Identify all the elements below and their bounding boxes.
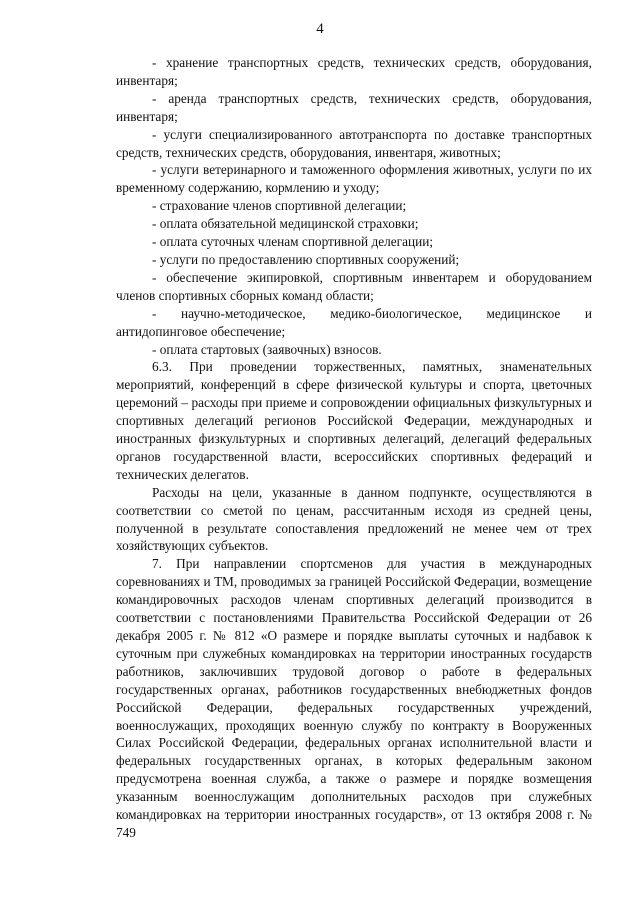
list-item-sports-facilities: - услуги по предоставлению спортивных сооружений; — [152, 251, 460, 267]
list-item-transport-services: - услуги специализированного автотранспорта по доставке транспортных средств, технических средств, оборудования, инвентаря, животных; — [116, 126, 592, 160]
list-item-veterinary-services: - услуги ветеринарного и таможенного оформления животных, услуги по их временному содержанию, кормлению и уходу; — [116, 162, 592, 196]
list-item-medical-insurance: - оплата обязательной медицинской страховки; — [152, 216, 419, 232]
list-item-medical-support: - научно-методическое, медико-биологическое, медицинское и антидопинговое обеспечение; — [116, 305, 592, 339]
paragraph-6-3: 6.3. При проведении торжественных, памятных, знаменательных мероприятий, конференций в сфере физической культуры и спорта, цветочных церемоний – расходы при приеме и сопровождении официальных физкультурных и спортивных делегаций регионов Российской Федерации, международных и иностранных физкультурных и спортивных делегаций, делегаций федеральных органов государственной власти, всероссийских спортивных федераций и технических делегатов. — [116, 359, 592, 482]
list-item-equipment: - обеспечение экипировкой, спортивным инвентарем и оборудованием членов спортивных сборных команд области; — [116, 269, 592, 303]
list-item-entry-fees: - оплата стартовых (заявочных) взносов. — [152, 341, 382, 357]
list-item-delegation-insurance: - страхование членов спортивной делегации; — [152, 198, 407, 214]
paragraph-expenses: Расходы на цели, указанные в данном подпункте, осуществляются в соответствии со сметой по ценам, рассчитанным исходя из средней цены, полученной в результате сопоставления предложений не менее чем от трех хозяйствующих субъектов. — [116, 484, 592, 554]
page-number: 4 — [316, 21, 324, 37]
paragraph-7: 7. При направлении спортсменов для участия в международных соревнованиях и ТМ, проводимых за границей Российской Федерации, возмещение командировочных расходов членам спортивных делегаций производится в соответствии с постановлениями Правительства Российской Федерации от 26 декабря 2005 г. № 812 «О размере и порядке выплаты суточных и надбавок к суточным при служебных командировках на территории иностранных государств работников, заключивших трудовой договор о работе в федеральных государственных органах, работников государственных внебюджетных фондов Российской Федерации, федеральных государственных учреждений, военнослужащих, проходящих военную службу по контракту в Вооруженных Силах Российской Федерации, федеральных органах исполнительной власти и федеральных государственных органах, в которых федеральным законом предусмотрена военная служба, а также о размере и порядке возмещения указанным военнослужащим дополнительных расходов при служебных командировках на территории иностранных государств», от 13 октября 2008 г. № 749 — [116, 556, 592, 840]
list-item-daily-allowance: - оплата суточных членам спортивной делегации; — [152, 234, 434, 250]
document-body — [116, 54, 592, 842]
list-item-storage: - хранение транспортных средств, технических средств, оборудования, инвентаря; — [116, 55, 592, 88]
list-item-rent: - аренда транспортных средств, технических средств, оборудования, инвентаря; — [116, 90, 592, 124]
